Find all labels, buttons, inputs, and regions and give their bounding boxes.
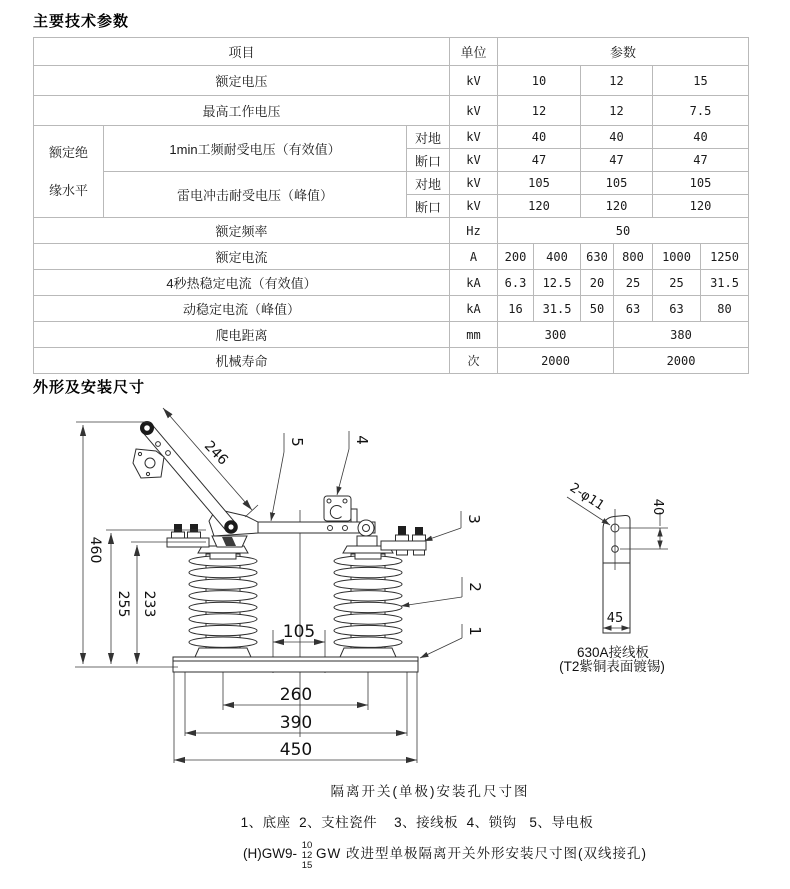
spec-value: 80 [701,296,749,322]
callout-3 [424,511,483,541]
detail-dim-40-label: 40 [650,498,665,516]
dim-260 [223,685,368,705]
spec-label-power-freq: 1min工频耐受电压（有效值） [104,126,407,172]
spec-value: 50 [581,296,614,322]
spec-value: 200 [498,244,534,270]
spec-value: 7.5 [653,96,749,126]
model-prefix: (H)GW9- [243,846,297,861]
spec-unit: mm [450,322,498,348]
spec-value: 47 [498,149,581,172]
callout-4-label: 4 [353,435,371,445]
spec-value: 10 [498,66,581,96]
spec-group-insulation: 额定绝缘水平 [34,126,104,218]
spec-value: 25 [614,270,653,296]
insulator-right [334,546,402,657]
model-variant-12: 12 [301,850,313,861]
dim-390-label: 390 [279,713,313,733]
spec-unit: kV [450,66,498,96]
spec-value: 47 [653,149,749,172]
spec-value: 31.5 [701,270,749,296]
dim-390 [185,713,407,733]
detail-caption-line1: 630A接线板 [576,645,650,660]
callout-4 [337,431,371,495]
parts-list: 1、底座 2、支柱瓷件 3、接线板 4、锁钩 5、导电板 [240,815,594,830]
spec-value: 40 [498,126,581,149]
base-plate [173,657,418,672]
spec-value: 300 [498,322,614,348]
spec-value: 400 [534,244,581,270]
spec-value: 63 [653,296,701,322]
spec-label-rated-voltage: 额定电压 [34,66,450,96]
spec-label-mech-life: 机械寿命 [34,348,450,374]
spec-unit: A [450,244,498,270]
spec-sub-gap: 断口 [407,195,450,218]
model-variant-10: 10 [301,840,313,851]
dim-450-label: 450 [279,740,313,760]
spec-value: 105 [498,172,581,195]
spec-value: 47 [581,149,653,172]
spec-value: 2000 [614,348,749,374]
dim-260-label: 260 [279,685,313,705]
spec-value: 31.5 [534,296,581,322]
conductive-bar [240,520,377,546]
spec-value: 800 [614,244,653,270]
detail-holes-label: 2-φ11 [566,480,607,514]
terminal-left [167,524,209,547]
spec-value: 40 [653,126,749,149]
dim-460-label: 460 [87,536,103,564]
spec-value: 50 [498,218,749,244]
spec-value: 1000 [653,244,701,270]
spec-sub-earth: 对地 [407,172,450,195]
spec-value: 6.3 [498,270,534,296]
spec-unit: kV [450,195,498,218]
callout-2 [401,577,484,606]
callout-3-label: 3 [465,514,483,524]
dim-233-label: 233 [141,590,157,618]
spec-value: 12 [581,66,653,96]
spec-value: 105 [653,172,749,195]
spec-sub-gap: 断口 [407,149,450,172]
spec-value: 380 [614,322,749,348]
spec-label-thermal: 4秒热稳定电流（有效值） [34,270,450,296]
spec-value: 630 [581,244,614,270]
spec-value: 12 [498,96,581,126]
terminal-plate-detail [559,480,668,674]
callout-5-label: 5 [288,437,306,447]
spec-unit: 次 [450,348,498,374]
detail-caption-line2: (T2紫铜表面镀锡) [559,659,665,674]
section-title-specs: 主要技术参数 [33,13,130,30]
callout-5 [271,433,306,521]
model-suffix: GW 改进型单极隔离开关外形安装尺寸图(双线接孔) [316,846,647,861]
spec-unit: kV [450,149,498,172]
model-variant-15: 15 [301,860,313,871]
spec-value: 20 [581,270,614,296]
spec-value: 2000 [498,348,614,374]
spec-unit: Hz [450,218,498,244]
header-param: 参数 [498,38,749,66]
spec-unit: kA [450,270,498,296]
model-designation [243,840,647,871]
callout-1-label: 1 [466,626,484,636]
spec-label-max-voltage: 最高工作电压 [34,96,450,126]
spec-value: 120 [581,195,653,218]
spec-value: 25 [653,270,701,296]
callout-2-label: 2 [466,582,484,592]
outline-drawing [0,395,790,889]
spec-label-rated-current: 额定电流 [34,244,450,270]
spec-value: 12.5 [534,270,581,296]
spec-value: 1250 [701,244,749,270]
spec-value: 120 [653,195,749,218]
spec-value: 63 [614,296,653,322]
spec-unit: kV [450,126,498,149]
dim-450 [174,740,417,760]
detail-dim-45-label: 45 [606,611,624,626]
spec-sub-earth: 对地 [407,126,450,149]
spec-value: 15 [653,66,749,96]
spec-value: 105 [581,172,653,195]
spec-value: 120 [498,195,581,218]
spec-value: 16 [498,296,534,322]
header-item: 项目 [34,38,450,66]
spec-label-rated-freq: 额定频率 [34,218,450,244]
spec-value: 12 [581,96,653,126]
spec-unit: kA [450,296,498,322]
dim-105 [273,622,325,642]
spec-table [33,37,749,374]
latch-hook [324,496,357,522]
drawing-caption: 隔离开关(单极)安装孔尺寸图 [330,784,530,799]
header-unit: 单位 [450,38,498,66]
spec-label-creepage: 爬电距离 [34,322,450,348]
spec-unit: kV [450,172,498,195]
dim-246-label: 246 [200,438,231,469]
spec-label-impulse: 雷电冲击耐受电压（峰值） [104,172,407,218]
section-title-outline: 外形及安装尺寸 [33,379,146,396]
callout-1 [420,624,484,658]
insulator-left [189,546,257,657]
counterweight-bracket [133,449,164,478]
spec-value: 40 [581,126,653,149]
dim-255-label: 255 [115,590,131,618]
dim-105-label: 105 [282,622,316,642]
spec-unit: kV [450,96,498,126]
spec-label-dynamic: 动稳定电流（峰值） [34,296,450,322]
